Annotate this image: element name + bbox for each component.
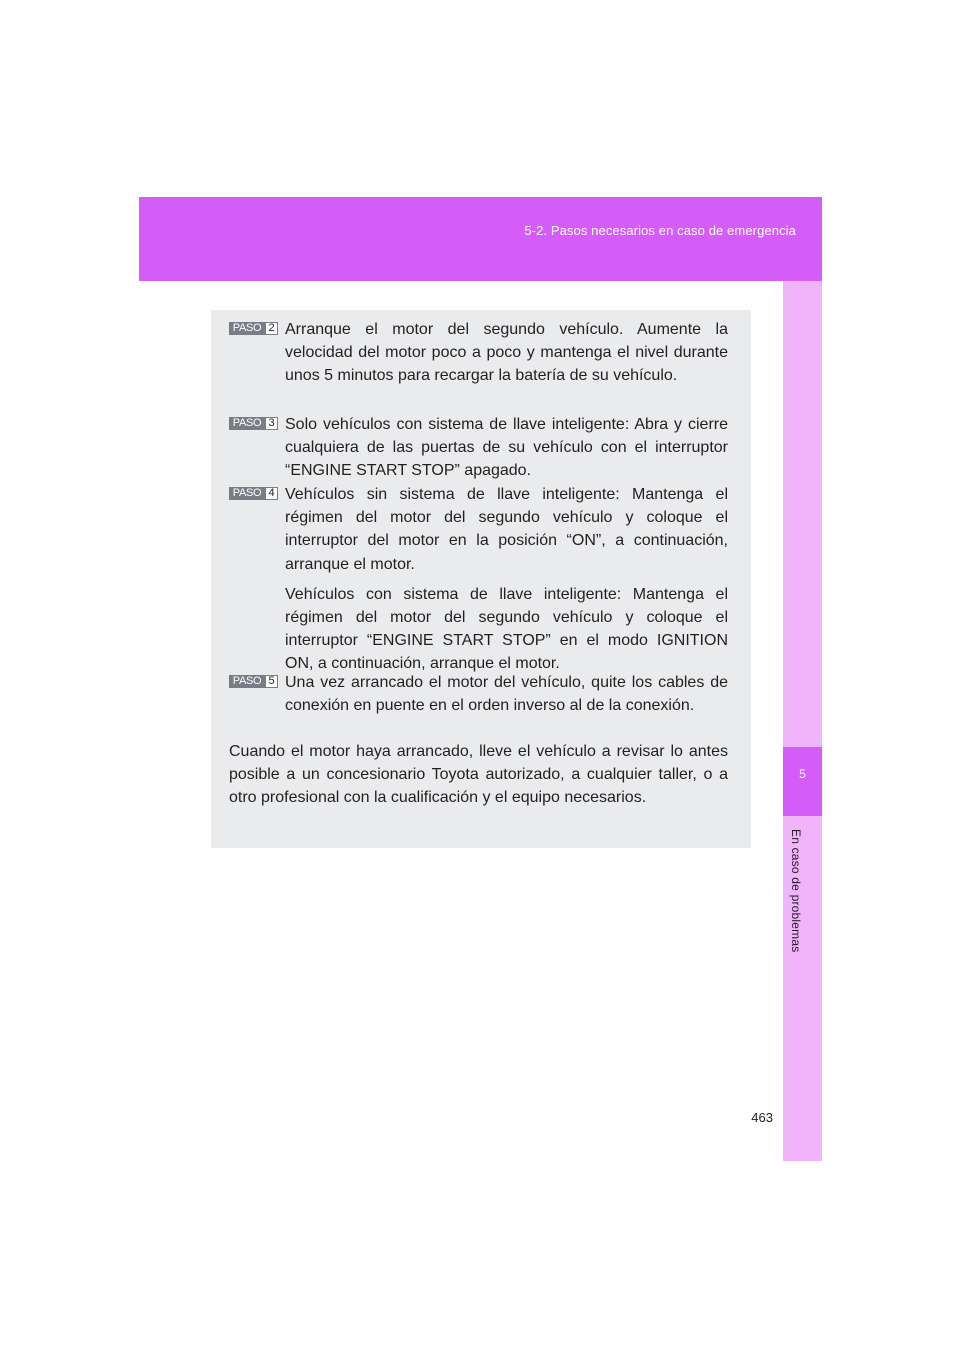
- step-badge-word: PASO: [229, 487, 265, 500]
- step-2: [229, 318, 728, 388]
- step-3: [229, 413, 728, 483]
- content-box: [211, 310, 751, 848]
- step-badge-word: PASO: [229, 675, 265, 688]
- step-badge-word: PASO: [229, 417, 265, 430]
- step-badge-number: 5: [265, 675, 278, 688]
- step-badge: [229, 487, 280, 500]
- step-badge: [229, 675, 280, 688]
- step-badge: [229, 322, 280, 335]
- step-5: [229, 671, 728, 717]
- step-badge-number: 2: [265, 322, 278, 335]
- step-badge-number: 3: [265, 417, 278, 430]
- chapter-number-block: [783, 747, 822, 816]
- header-band: [139, 197, 822, 281]
- step-text: Solo vehículos con sistema de llave inteligente: Abra y cierre cualquiera de las puertas de su vehículo con el interruptor “ENGINE START STOP” apagado.: [285, 416, 728, 480]
- step-badge: [229, 417, 280, 430]
- step-4: [229, 483, 728, 676]
- step-badge-word: PASO: [229, 322, 265, 335]
- step-text: Arranque el motor del segundo vehículo. Aumente la velocidad del motor poco a poco y mantenga el nivel durante unos 5 minutos para recargar la batería de su vehículo.: [285, 321, 728, 385]
- page-number: 463: [751, 1110, 773, 1125]
- step-badge-number: 4: [265, 487, 278, 500]
- step-text: Una vez arrancado el motor del vehículo, quite los cables de conexión en puente en el orden inverso al de la conexión.: [285, 674, 728, 715]
- chapter-number: 5: [799, 767, 806, 781]
- closing-note: Cuando el motor haya arrancado, lleve el vehículo a revisar lo antes posible a un concesionario Toyota autorizado, a cualquier taller, o a otro profesional con la cualificación y el equipo necesarios.: [229, 743, 728, 807]
- step-text-second: Vehículos con sistema de llave inteligente: Mantenga el régimen del motor del segundo vehículo y coloque el interruptor “ENGINE START STOP” en el modo IGNITION ON, a continuación, arranque el motor.: [285, 585, 728, 673]
- chapter-side-tab: [783, 281, 822, 1161]
- step-text: Vehículos sin sistema de llave inteligente: Mantenga el régimen del motor del segundo vehículo y coloque el interruptor del motor en la posición “ON”, a continuación, arranque el motor.: [285, 486, 728, 573]
- chapter-label: En caso de problemas: [789, 829, 803, 953]
- section-title: 5-2. Pasos necesarios en caso de emergencia: [524, 223, 796, 238]
